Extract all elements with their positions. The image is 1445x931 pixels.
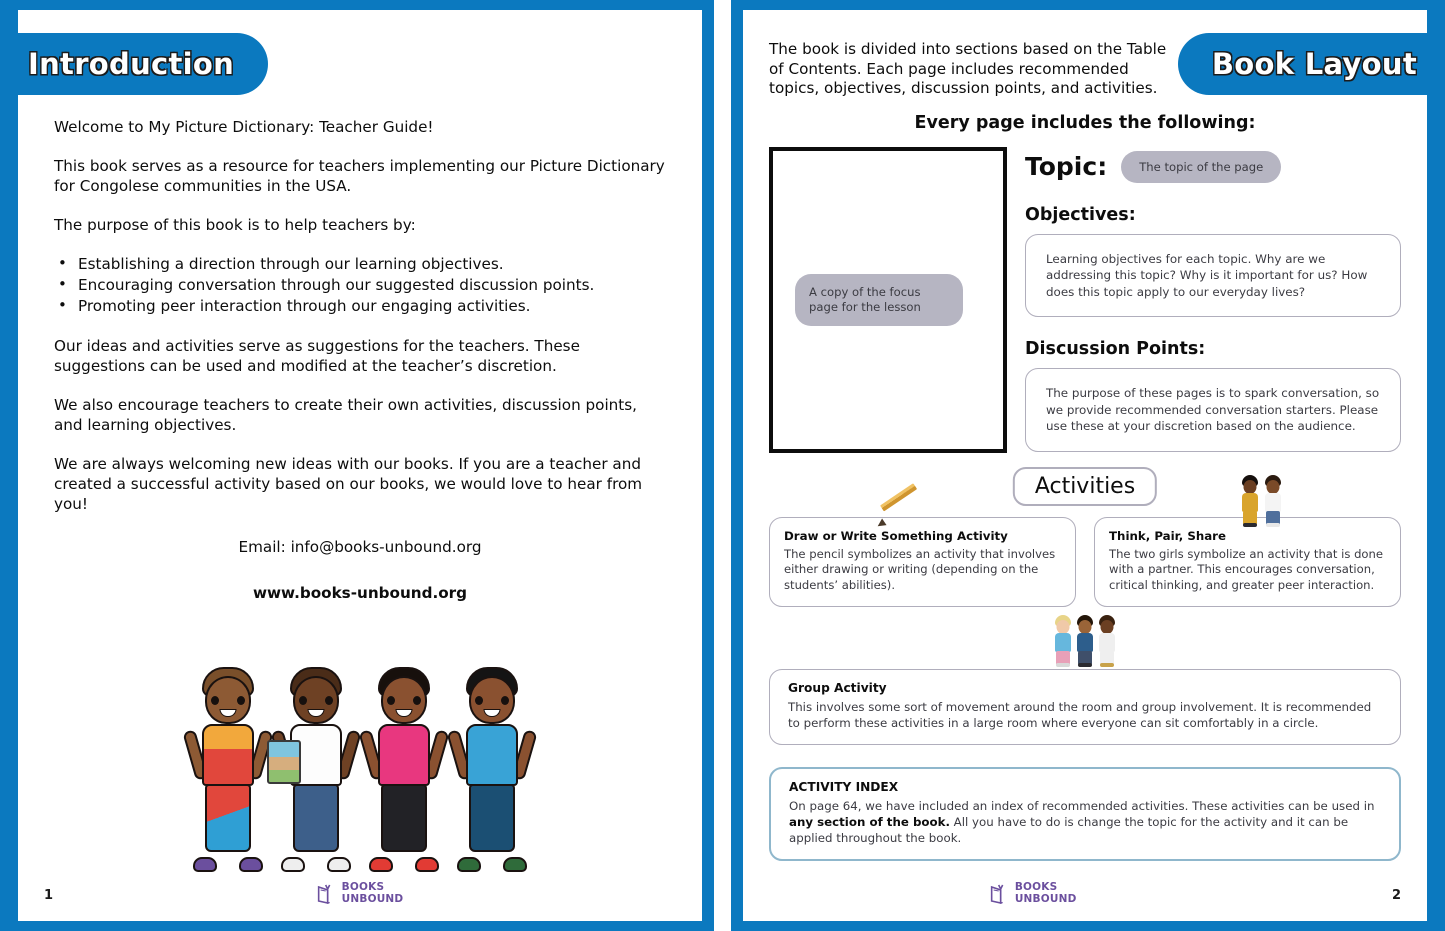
- focus-page-preview: [769, 147, 1007, 453]
- page-number: 2: [1391, 888, 1401, 903]
- activity-cards-row: [769, 517, 1401, 608]
- objectives-heading: Objectives:: [1025, 204, 1136, 225]
- three-children-illustration: [1053, 615, 1117, 667]
- topic-chip: The topic of the page: [1121, 151, 1281, 183]
- activity-index-card: [769, 767, 1401, 861]
- right-page-footer: [761, 871, 1409, 905]
- card-title: Group Activity: [788, 681, 887, 695]
- figure-child-1: [1053, 615, 1073, 667]
- activities-badge: Activities: [1013, 467, 1157, 506]
- index-text-bold: any section of the book.: [789, 815, 950, 829]
- card-text: The two girls symbolize an activity that is done with a partner. This encourages conversation, critical thinking, and greater peer interaction.: [1109, 546, 1384, 592]
- logo-line-1: BOOKS: [1014, 881, 1058, 893]
- introduction-banner: [0, 33, 268, 95]
- books-unbound-logo: [317, 882, 404, 905]
- open-book-icon: [317, 883, 339, 905]
- child-figure-4: [451, 654, 533, 872]
- page-title: Introduction: [28, 47, 235, 81]
- list-item: • Establishing a direction through our learning objectives.: [54, 254, 666, 275]
- picture-dictionary-book-icon: [267, 740, 301, 784]
- group-illustration-row: [769, 613, 1401, 667]
- right-page-sheet: [743, 10, 1427, 921]
- page-title: Book Layout: [1211, 47, 1417, 81]
- intro-paragraph-1: Welcome to My Picture Dictionary: Teacher Guide!: [54, 118, 434, 136]
- contact-website: www.books-unbound.org: [252, 584, 468, 602]
- activity-card-draw-or-write: [769, 517, 1076, 608]
- intro-paragraph-4: Our ideas and activities serve as suggestions for the teachers. These suggestions can be used and modified at the teacher’s discretion.: [54, 337, 580, 375]
- logo-line-1: BOOKS: [341, 881, 385, 893]
- logo-line-2: UNBOUND: [341, 892, 404, 905]
- every-page-heading: Every page includes the following:: [914, 112, 1256, 133]
- logo-wordmark: [1015, 882, 1077, 905]
- card-title: ACTIVITY INDEX: [789, 780, 899, 794]
- list-item: • Promoting peer interaction through our engaging activities.: [54, 296, 666, 317]
- figure-girl-1: [1240, 475, 1260, 527]
- figure-child-3: [1097, 615, 1117, 667]
- left-page-footer: [36, 871, 684, 905]
- logo-line-2: UNBOUND: [1014, 892, 1077, 905]
- topic-row: [1025, 151, 1401, 183]
- list-item: • Encouraging conversation through our suggested discussion points.: [54, 275, 666, 296]
- open-book-icon: [990, 883, 1012, 905]
- index-text-part2: All you have to do is change the topic for the activity and it can be applied throughout the book.: [789, 815, 1349, 845]
- child-figure-1: [187, 654, 269, 872]
- intro-paragraph-5: We also encourage teachers to create their own activities, discussion points, and learning objectives.: [54, 396, 637, 434]
- left-page: [0, 0, 714, 931]
- card-title: Think, Pair, Share: [1109, 528, 1227, 543]
- pencil-icon: [874, 489, 924, 527]
- left-page-sheet: [18, 10, 702, 921]
- figure-girl-2: [1263, 475, 1283, 527]
- activities-badge-row: [769, 467, 1401, 515]
- contact-email: Email: info@books-unbound.org: [238, 538, 482, 556]
- figure-child-2: [1075, 615, 1095, 667]
- logo-wordmark: [342, 882, 404, 905]
- book-layout-banner: [1178, 33, 1445, 95]
- card-text: The pencil symbolizes an activity that involves either drawing or writing (depending on the students’ abilities).: [784, 546, 1056, 592]
- spread-gutter: [714, 0, 731, 931]
- page-anatomy-details: [1025, 147, 1401, 453]
- focus-page-chip: A copy of the focus page for the lesson: [795, 274, 963, 326]
- intro-paragraph-2: This book serves as a resource for teachers implementing our Picture Dictionary for Congolese communities in the USA.: [54, 157, 665, 195]
- index-text-part1: On page 64, we have included an index of recommended activities. These activities can be used in: [789, 799, 1375, 813]
- page-anatomy-row: [769, 147, 1401, 453]
- page-number: 1: [44, 888, 54, 903]
- group-activity-card: [769, 669, 1401, 745]
- topic-label: Topic:: [1025, 152, 1108, 181]
- intro-paragraph-6: We are always welcoming new ideas with our books. If you are a teacher and created a successful activity based on our books, we would love to hear from you!: [54, 455, 643, 513]
- child-figure-2: [275, 654, 357, 872]
- books-unbound-logo: [990, 882, 1077, 905]
- activity-card-think-pair-share: [1094, 517, 1401, 608]
- book-layout-blurb: The book is divided into sections based on the Table of Contents. Each page includes recommended topics, objectives, discussion points, and activities.: [769, 40, 1167, 97]
- right-page-content: [769, 32, 1401, 861]
- discussion-points-box: The purpose of these pages is to spark conversation, so we provide recommended conversation starters. Please use these at your discretion based on the audience.: [1025, 368, 1401, 452]
- two-girls-illustration: [1240, 475, 1283, 527]
- left-page-content: [54, 117, 666, 602]
- card-text: [789, 798, 1381, 846]
- objectives-box: Learning objectives for each topic. Why are we addressing this topic? Why is it important for us? How does this topic apply to our everyday lives?: [1025, 234, 1401, 318]
- four-children-illustration: [18, 622, 702, 872]
- card-title: Draw or Write Something Activity: [784, 528, 1008, 543]
- child-figure-3: [363, 654, 445, 872]
- right-page: [731, 0, 1445, 931]
- intro-paragraph-3: The purpose of this book is to help teachers by:: [54, 216, 416, 234]
- discussion-points-heading: Discussion Points:: [1025, 339, 1206, 359]
- card-text: This involves some sort of movement around the room and group involvement. It is recommended to perform these activities in a large room where everyone can sit comfortably in a circle.: [788, 700, 1372, 730]
- purpose-bullet-list: [54, 254, 666, 317]
